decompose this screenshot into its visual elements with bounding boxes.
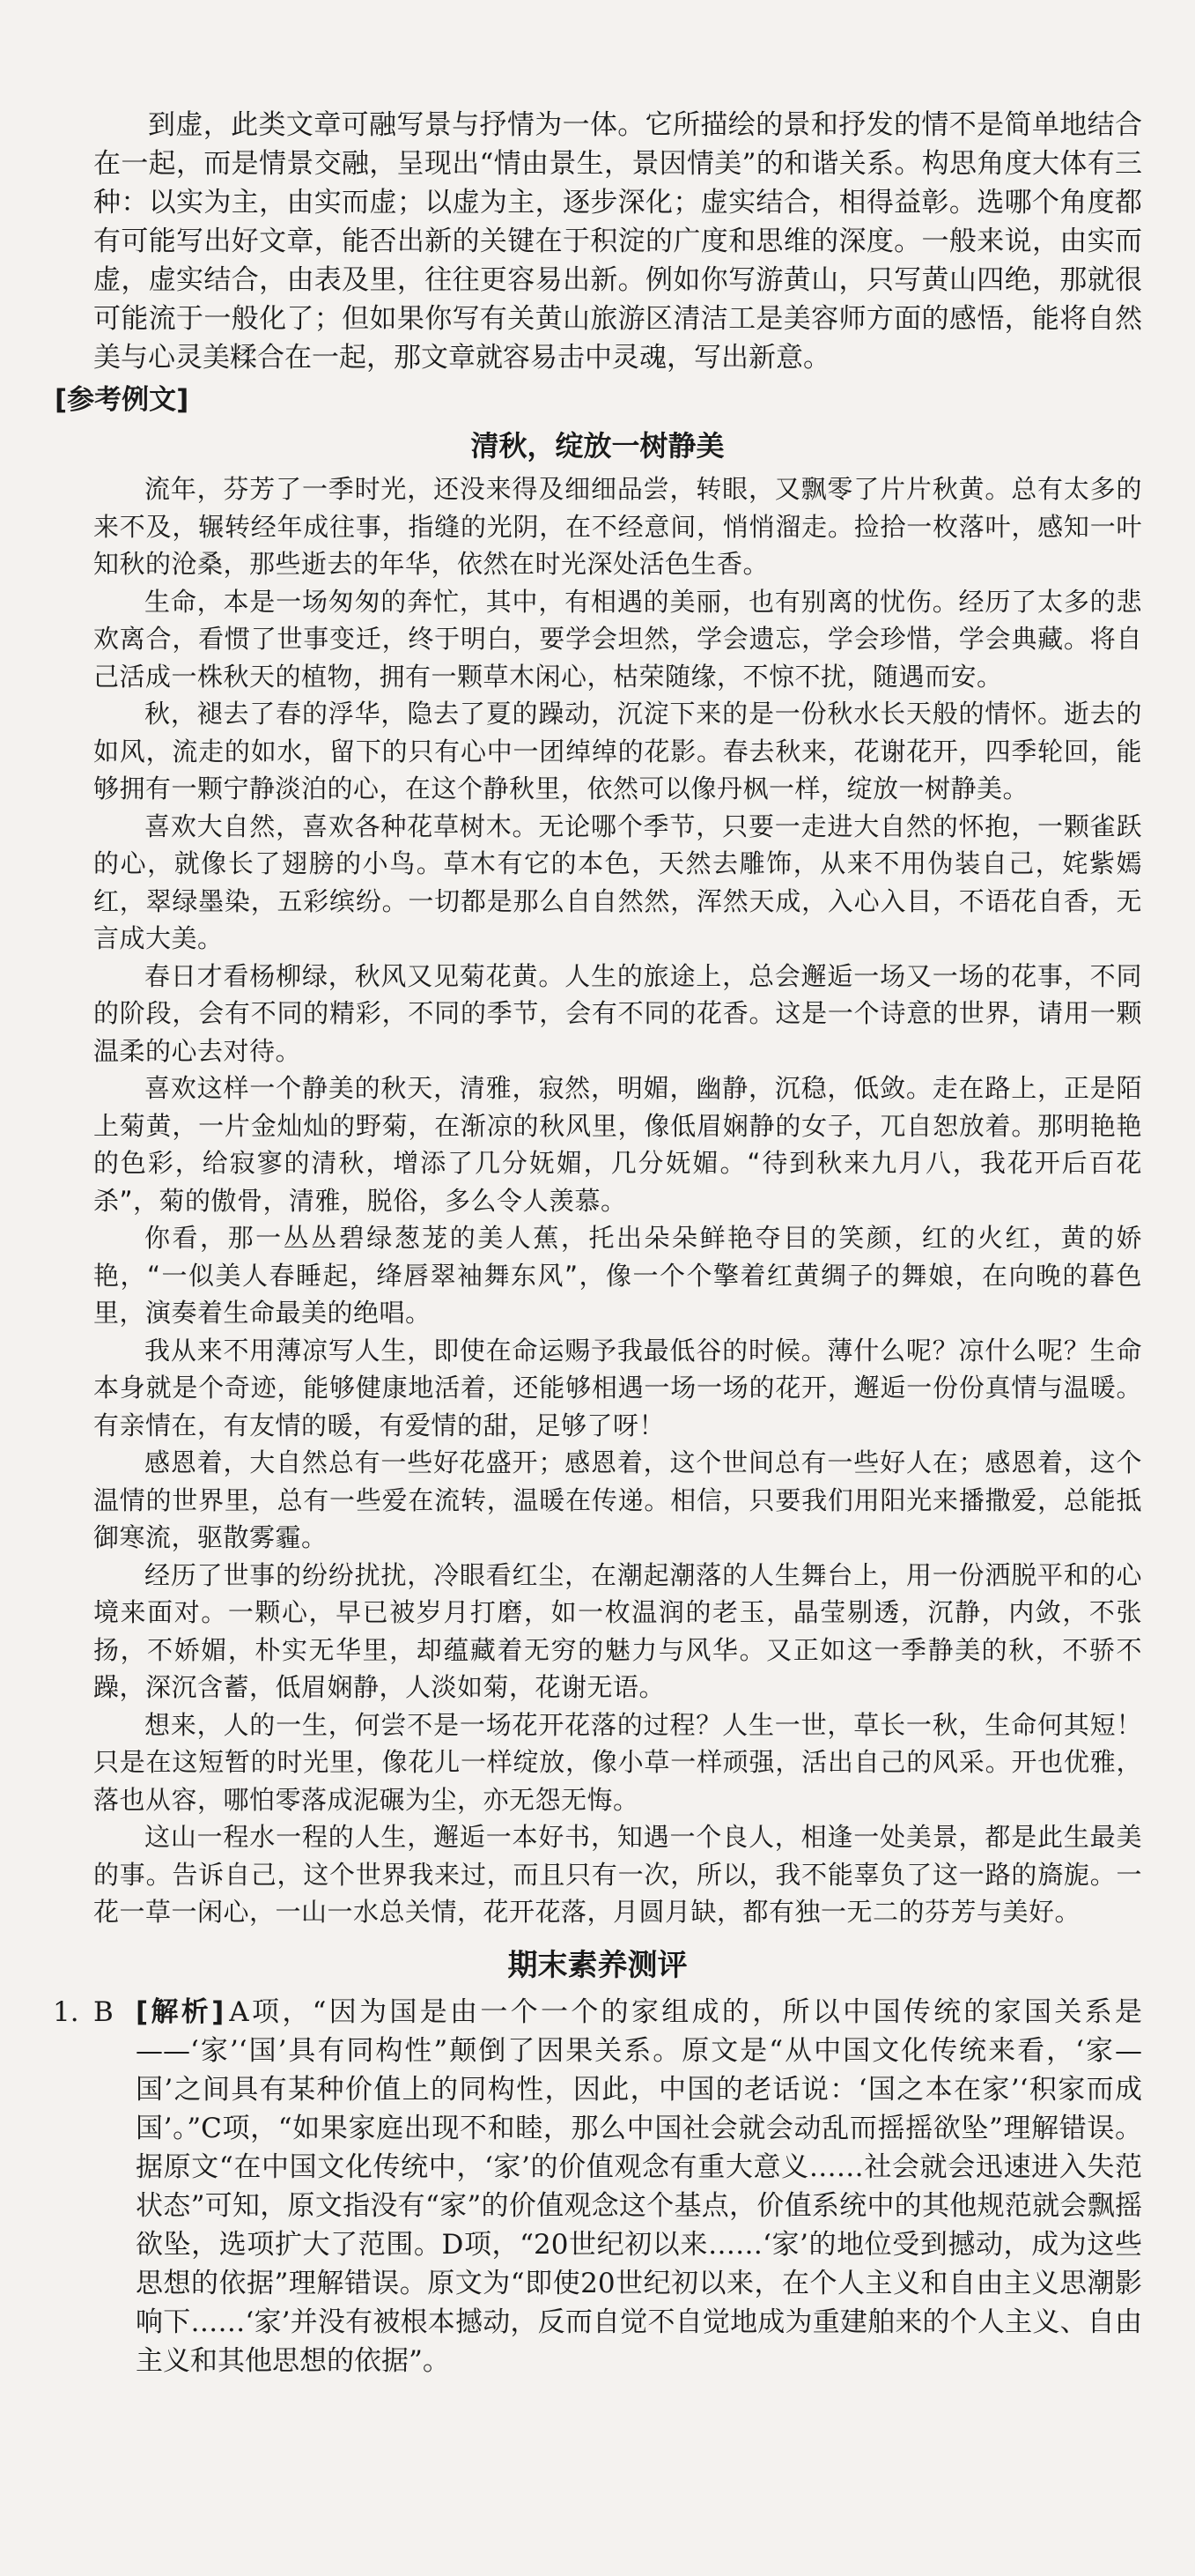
intro-paragraph: 到虚，此类文章可融写景与抒情为一体。它所描绘的景和抒发的情不是简单地结合在一起，而是情景交融，呈现出“情由景生，景因情美”的和谐关系。构思角度大体有三种：以实为主，由实而虚；以虚为主，逐步深化；虚实结合，相得益彰。选哪个角度都有可能写出好文章，能否出新的关键在于积淀的广度和思维的深度。一般来说，由实而虚，虚实结合，由表及里，往往更容易出新。例如你写游黄山，只写黄山四绝，那就很可能流于一般化了；但如果你写有关黄山旅游区清洁工是美容师方面的感悟，能将自然美与心灵美糅合在一起，那文章就容易击中灵魂，写出新意。 bbox=[93, 109, 1142, 374]
essay-paragraph: 生命，本是一场匆匆的奔忙，其中，有相遇的美丽，也有别离的忧伤。经历了太多的悲欢离合，看惯了世事变迁，终于明白，要学会坦然，学会遗忘，学会珍惜，学会典藏。将自己活成一株秋天的植物，拥有一颗草木闲心，枯荣随缘，不惊不扰，随遇而安。 bbox=[93, 586, 1142, 692]
essay-paragraph: 流年，芬芳了一季时光，还没来得及细细品尝，转眼，又飘零了片片秋黄。总有太多的来不及，辗转经年成往事，指缝的光阴，在不经意间，悄悄溜走。捡拾一枚落叶，感知一叶知秋的沧桑，那些逝去的年华，依然在时光深处活色生香。 bbox=[93, 474, 1142, 579]
answer-text: A项，“因为国是由一个一个的家组成的，所以中国传统的家国关系是——‘家’‘国’具有同构性”颠倒了因果关系。原文是“从中国文化传统来看，‘家—国’之间具有某种价值上的同构性，因此，中国的老话说：‘国之本在家’‘积家而成国’。”C项，“如果家庭出现不和睦，那么中国社会就会动乱而摇摇欲坠”理解错误。据原文“在中国文化传统中，‘家’的价值观念有重大意义……社会就会迅速进入失范状态”可知，原文指没有“家”的价值观念这个基点，价值系统中的其他规范就会飘摇欲坠，选项扩大了范围。D项，“20世纪初以来……‘家’的地位受到撼动，成为这些思想的依据”理解错误。原文为“即使20世纪初以来，在个人主义和自由主义思潮影响下……‘家’并没有被根本撼动，反而自觉不自觉地成为重建舶来的个人主义、自由主义和其他思想的依据”。 bbox=[136, 1995, 1143, 2377]
essay-title: 清秋，绽放一树静美 bbox=[470, 429, 725, 463]
reference-label: [参考例文] bbox=[55, 384, 189, 416]
essay-paragraph: 这山一程水一程的人生，邂逅一本好书，知遇一个良人，相逢一处美景，都是此生最美的事。告诉自己，这个世界我来过，而且只有一次，所以，我不能辜负了这一路的旖旎。一花一草一闲心，一山一水总关情，花开花落，月圆月缺，都有独一无二的芬芳与美好。 bbox=[93, 1822, 1142, 1927]
essay-paragraph: 想来，人的一生，何尝不是一场花开花落的过程？人生一世，草长一秋，生命何其短！只是在这短暂的时光里，像花儿一样绽放，像小草一样顽强，活出自己的风采。开也优雅，落也从容，哪怕零落成泥碾为尘，亦无怨无悔。 bbox=[93, 1709, 1142, 1815]
answer-number: 1. bbox=[53, 1995, 79, 2028]
essay-paragraph: 秋，褪去了春的浮华，隐去了夏的躁动，沉淀下来的是一份秋水长天般的情怀。逝去的如风，流走的如水，留下的只有心中一团绰绰的花影。春去秋来，花谢花开，四季轮回，能够拥有一颗宁静淡泊的心，在这个静秋里，依然可以像丹枫一样，绽放一树静美。 bbox=[93, 699, 1142, 803]
essay-paragraph: 经历了世事的纷纷扰扰，冷眼看红尘，在潮起潮落的人生舞台上，用一份洒脱平和的心境来面对。一颗心，早已被岁月打磨，如一枚温润的老玉，晶莹剔透，沉静，内敛，不张扬，不娇媚，朴实无华里，却蕴藏着无穷的魅力与风华。又正如这一季静美的秋，不骄不躁，深沉含蓄，低眉娴静，人淡如菊，花谢无语。 bbox=[93, 1559, 1142, 1702]
essay-paragraph: 我从来不用薄凉写人生，即使在命运赐予我最低谷的时候。薄什么呢？凉什么呢？生命本身就是个奇迹，能够健康地活着，还能够相遇一场一场的花开，邂逅一份份真情与温暖。有亲情在，有友情的暖，有爱情的甜，足够了呀！ bbox=[93, 1335, 1142, 1440]
essay-paragraph: 喜欢大自然，喜欢各种花草树木。无论哪个季节，只要一走进大自然的怀抱，一颗雀跃的心，就像长了翅膀的小鸟。草木有它的本色，天然去雕饰，从来不用伪装自己，姹紫嫣红，翠绿墨染，五彩缤纷。一切都是那么自自然然，浑然天成，入心入目，不语花自香，无言成大美。 bbox=[93, 811, 1142, 953]
answer-letter: B bbox=[93, 1995, 114, 2028]
analysis-tag: [解析] bbox=[136, 1995, 225, 2028]
exam-section-title: 期末素养测评 bbox=[507, 1947, 688, 1983]
essay-paragraph: 春日才看杨柳绿，秋风又见菊花黄。人生的旅途上，总会邂逅一场又一场的花事，不同的阶段，会有不同的精彩，不同的季节，会有不同的花香。这是一个诗意的世界，请用一颗温柔的心去对待。 bbox=[93, 960, 1142, 1066]
intro-section bbox=[53, 106, 1142, 377]
essay-paragraph: 感恩着，大自然总有一些好花盛开；感恩着，这个世间总有一些好人在；感恩着，这个温情的世界里，总有一些爱在流转，温暖在传递。相信，只要我们用阳光来播撒爱，总能抵御寒流，驱散雾霾。 bbox=[93, 1447, 1142, 1552]
answer-explanation bbox=[136, 1993, 1142, 2380]
reference-essay bbox=[53, 426, 1142, 1931]
essay-paragraph: 你看，那一丛丛碧绿葱茏的美人蕉，托出朵朵鲜艳夺目的笑颜，红的火红，黄的娇艳，“一似美人春睡起，绛唇翠袖舞东风”，像一个个擎着红黄绸子的舞娘，在向晚的暮色里，演奏着生命最美的绝唱。 bbox=[93, 1223, 1142, 1328]
answer-item bbox=[53, 1993, 1142, 2380]
essay-paragraph: 喜欢这样一个静美的秋天，清雅，寂然，明媚，幽静，沉稳，低敛。走在路上，正是陌上菊黄，一片金灿灿的野菊，在渐凉的秋风里，像低眉娴静的女子，兀自恕放着。那明艳艳的色彩，给寂寥的清秋，增添了几分妩媚，几分妩媚。“待到秋来九月八，我花开后百花杀”，菊的傲骨，清雅，脱俗，多么令人羡慕。 bbox=[93, 1073, 1142, 1216]
